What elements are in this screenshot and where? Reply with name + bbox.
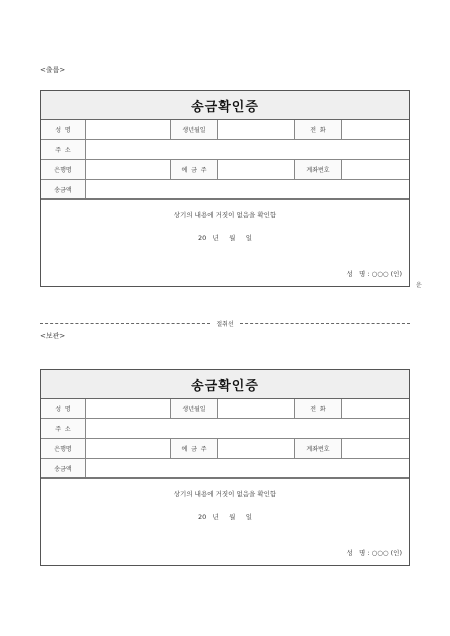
address-field[interactable] xyxy=(86,419,409,438)
confirmation-statement: 상기의 내용에 거짓이 없음을 확인함 xyxy=(173,490,277,498)
form-row-address xyxy=(41,419,409,439)
name-label: 성 명 xyxy=(41,120,86,139)
phone-field[interactable] xyxy=(342,399,409,418)
phone-label: 전 화 xyxy=(295,120,342,139)
phone-label: 전 화 xyxy=(295,399,342,418)
cut-line-dash-right xyxy=(240,323,410,324)
form-row-bank xyxy=(41,160,409,180)
form-title: 송금확인증 xyxy=(41,91,409,120)
birthdate-label: 생년월일 xyxy=(171,399,218,418)
address-field[interactable] xyxy=(86,140,409,159)
depositor-field[interactable] xyxy=(218,160,295,179)
amount-field[interactable] xyxy=(86,180,409,198)
date-line: 20 년 월 일 xyxy=(198,513,252,521)
form-row-address xyxy=(41,140,409,160)
account-label: 계좌번호 xyxy=(295,160,342,179)
phone-field[interactable] xyxy=(342,120,409,139)
birthdate-field[interactable] xyxy=(218,120,295,139)
form-row-amount xyxy=(41,459,409,479)
signature-line: 성 명 : ○○○ (인) xyxy=(346,270,402,278)
confirmation-section xyxy=(41,479,409,565)
remittance-form-copy-1 xyxy=(40,90,410,287)
cut-line xyxy=(40,319,410,327)
copy-label-keep: <보관> xyxy=(40,332,66,340)
remittance-form-copy-2 xyxy=(40,369,410,566)
address-label: 주 소 xyxy=(41,419,86,438)
form-row-bank xyxy=(41,439,409,459)
amount-label: 송금액 xyxy=(41,459,86,477)
amount-label: 송금액 xyxy=(41,180,86,198)
form-row-amount xyxy=(41,180,409,200)
form-title: 송금확인증 xyxy=(41,370,409,399)
bank-label: 은행명 xyxy=(41,439,86,458)
form-row-name xyxy=(41,120,409,140)
birthdate-field[interactable] xyxy=(218,399,295,418)
name-field[interactable] xyxy=(86,399,171,418)
confirmation-statement: 상기의 내용에 거짓이 없음을 확인함 xyxy=(173,211,277,219)
seal-mark: 운 xyxy=(416,282,422,289)
depositor-label: 예 금 주 xyxy=(171,439,218,458)
account-label: 계좌번호 xyxy=(295,439,342,458)
confirmation-section xyxy=(41,200,409,286)
depositor-field[interactable] xyxy=(218,439,295,458)
name-field[interactable] xyxy=(86,120,171,139)
signature-line: 성 명 : ○○○ (인) xyxy=(346,549,402,557)
cut-line-label: 절취선 xyxy=(216,320,234,328)
name-label: 성 명 xyxy=(41,399,86,418)
form-row-name xyxy=(41,399,409,419)
account-field[interactable] xyxy=(342,439,409,458)
birthdate-label: 생년월일 xyxy=(171,120,218,139)
bank-label: 은행명 xyxy=(41,160,86,179)
bank-field[interactable] xyxy=(86,439,171,458)
copy-label-receipt: <출룹> xyxy=(40,66,66,74)
account-field[interactable] xyxy=(342,160,409,179)
amount-field[interactable] xyxy=(86,459,409,477)
date-line: 20 년 월 일 xyxy=(198,234,252,242)
cut-line-dash-left xyxy=(40,323,210,324)
depositor-label: 예 금 주 xyxy=(171,160,218,179)
address-label: 주 소 xyxy=(41,140,86,159)
bank-field[interactable] xyxy=(86,160,171,179)
